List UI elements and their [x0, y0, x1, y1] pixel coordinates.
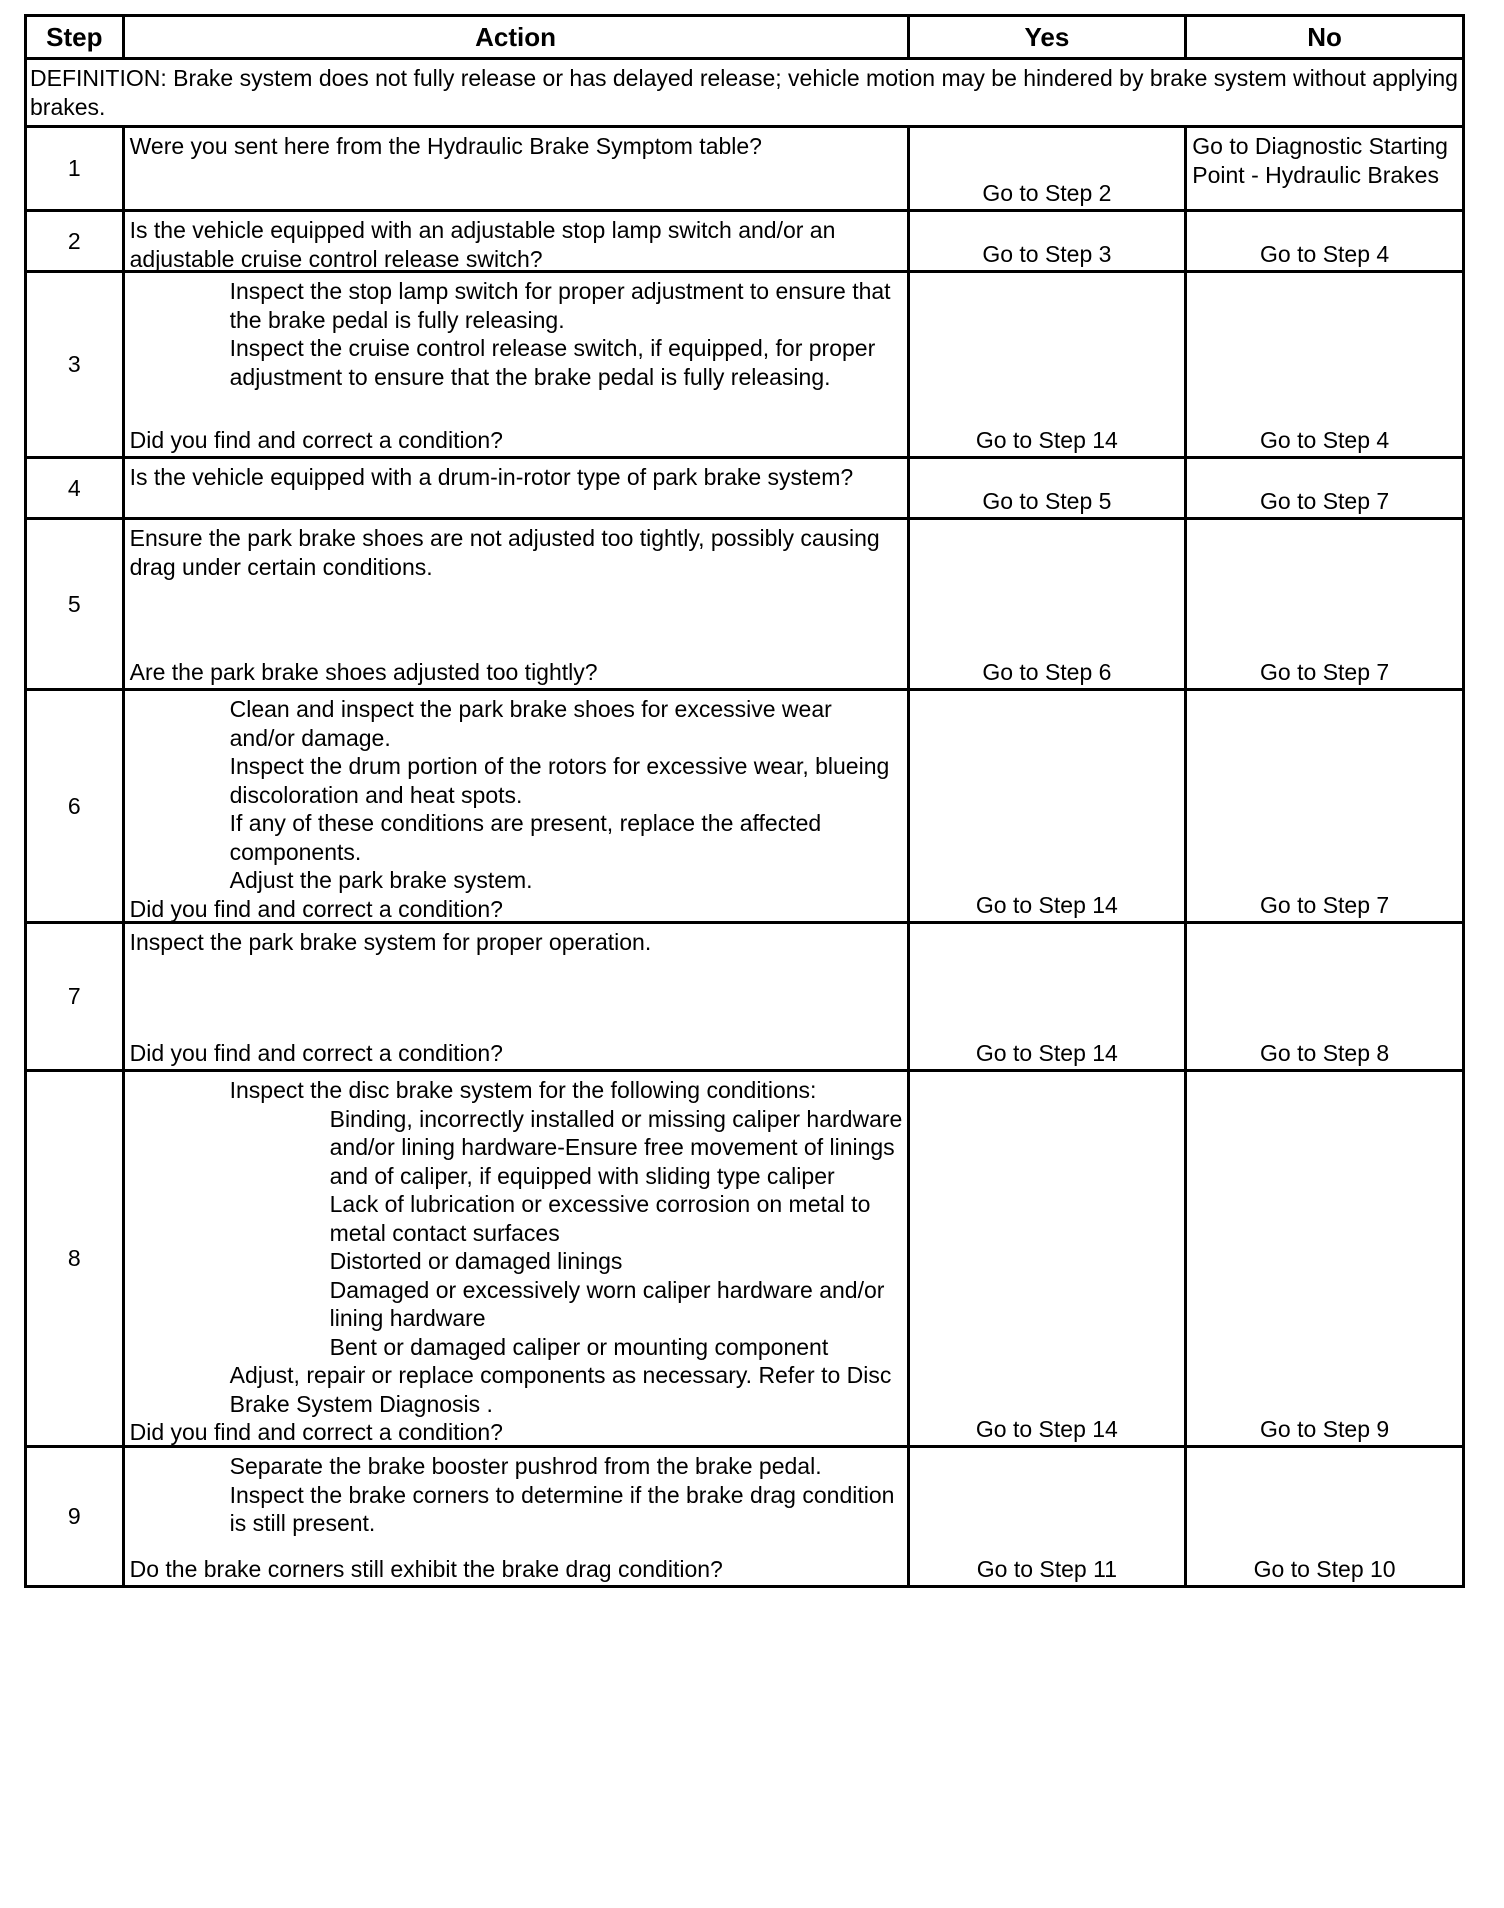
table-row: [26, 272, 1464, 458]
action-line: Ensure the park brake shoes are not adjusted too tightly, possibly causing drag under certain conditions.: [129, 525, 880, 580]
table-row: [26, 1071, 1464, 1447]
action-cell: [123, 1447, 908, 1587]
action-cell: [123, 127, 908, 211]
yes-answer: Go to Step 3: [908, 211, 1186, 272]
no-answer: Go to Step 7: [1186, 690, 1464, 923]
step-number: 4: [26, 458, 124, 519]
yes-answer: Go to Step 2: [908, 127, 1186, 211]
no-answer: Go to Step 4: [1186, 272, 1464, 458]
action-line: Clean and inspect the park brake shoes for excessive wear and/or damage.: [229, 696, 832, 751]
action-line: Inspect the disc brake system for the following conditions:: [229, 1077, 817, 1103]
action-line: Distorted or damaged linings: [329, 1248, 623, 1274]
action-line: Is the vehicle equipped with an adjustable stop lamp switch and/or an adjustable cruise control release switch?: [129, 217, 836, 272]
action-line: Inspect the drum portion of the rotors for excessive wear, blueing discoloration and heat spots.: [229, 753, 890, 808]
table-row: [26, 519, 1464, 690]
step-number: 1: [26, 127, 124, 211]
no-answer: Go to Step 9: [1186, 1071, 1464, 1447]
table-row: [26, 127, 1464, 211]
action-line: Adjust the park brake system.: [229, 867, 533, 893]
action-cell: [123, 211, 908, 272]
yes-answer: Go to Step 14: [908, 272, 1186, 458]
header-no: No: [1186, 16, 1464, 59]
header-row: [26, 16, 1464, 59]
action-line: Inspect the brake corners to determine if the brake drag condition is still present.: [229, 1481, 895, 1536]
action-question: Do the brake corners still exhibit the brake drag condition?: [129, 1555, 723, 1582]
action-line: If any of these conditions are present, replace the affected components.: [229, 810, 822, 865]
no-answer: Go to Step 7: [1186, 458, 1464, 519]
no-answer: Go to Step 10: [1186, 1447, 1464, 1587]
step-number: 3: [26, 272, 124, 458]
action-cell: [123, 519, 908, 690]
yes-answer: Go to Step 11: [908, 1447, 1186, 1587]
action-question: Did you find and correct a condition?: [129, 1419, 503, 1445]
action-line: Inspect the cruise control release switch, if equipped, for proper adjustment to ensure that the brake pedal is fully releasing.: [229, 335, 876, 390]
yes-answer: Go to Step 14: [908, 923, 1186, 1071]
action-cell: [123, 923, 908, 1071]
action-line: Separate the brake booster pushrod from the brake pedal.: [229, 1453, 822, 1479]
action-line: Were you sent here from the Hydraulic Brake Symptom table?: [129, 133, 762, 159]
definition-row: [26, 59, 1464, 127]
action-question: Did you find and correct a condition?: [129, 426, 503, 453]
action-line: Binding, incorrectly installed or missing caliper hardware and/or lining hardware-Ensure free movement of linings and of caliper, if equipped with sliding type caliper: [329, 1105, 903, 1189]
action-line: Inspect the stop lamp switch for proper adjustment to ensure that the brake pedal is fully releasing.: [229, 278, 891, 333]
action-line: Is the vehicle equipped with a drum-in-rotor type of park brake system?: [129, 464, 854, 490]
table-row: [26, 458, 1464, 519]
action-cell: [123, 272, 908, 458]
diagnostic-table: [24, 14, 1465, 1588]
action-cell: [123, 1071, 908, 1447]
action-line: Bent or damaged caliper or mounting component: [329, 1333, 829, 1360]
table-row: [26, 211, 1464, 272]
no-answer: Go to Step 4: [1186, 211, 1464, 272]
header-yes: Yes: [908, 16, 1186, 59]
step-number: 7: [26, 923, 124, 1071]
action-line: Damaged or excessively worn caliper hardware and/or lining hardware: [329, 1276, 885, 1331]
yes-answer: Go to Step 14: [908, 1071, 1186, 1447]
table-row: [26, 690, 1464, 923]
action-question: Did you find and correct a condition?: [129, 895, 503, 922]
no-answer: Go to Step 7: [1186, 519, 1464, 690]
table-row: [26, 923, 1464, 1071]
action-cell: [123, 458, 908, 519]
action-line: Lack of lubrication or excessive corrosion on metal to metal contact surfaces: [329, 1191, 871, 1246]
step-number: 9: [26, 1447, 124, 1587]
step-number: 8: [26, 1071, 124, 1447]
step-number: 5: [26, 519, 124, 690]
table-row: [26, 1447, 1464, 1587]
yes-answer: Go to Step 14: [908, 690, 1186, 923]
action-line: Inspect the park brake system for proper operation.: [129, 929, 652, 955]
yes-answer: Go to Step 6: [908, 519, 1186, 690]
step-number: 6: [26, 690, 124, 923]
definition-text: DEFINITION: Brake system does not fully release or has delayed release; vehicle motion may be hindered by brake system without applying brakes.: [26, 59, 1464, 127]
yes-answer: Go to Step 5: [908, 458, 1186, 519]
action-cell: [123, 690, 908, 923]
header-step: Step: [26, 16, 124, 59]
no-answer: Go to Step 8: [1186, 923, 1464, 1071]
no-answer: Go to Diagnostic Starting Point - Hydraulic Brakes: [1186, 127, 1464, 211]
action-question: Are the park brake shoes adjusted too tightly?: [129, 658, 598, 685]
action-question: Did you find and correct a condition?: [129, 1039, 503, 1066]
step-number: 2: [26, 211, 124, 272]
action-line: Adjust, repair or replace components as necessary. Refer to Disc Brake System Diagnosis .: [229, 1362, 892, 1417]
header-action: Action: [123, 16, 908, 59]
